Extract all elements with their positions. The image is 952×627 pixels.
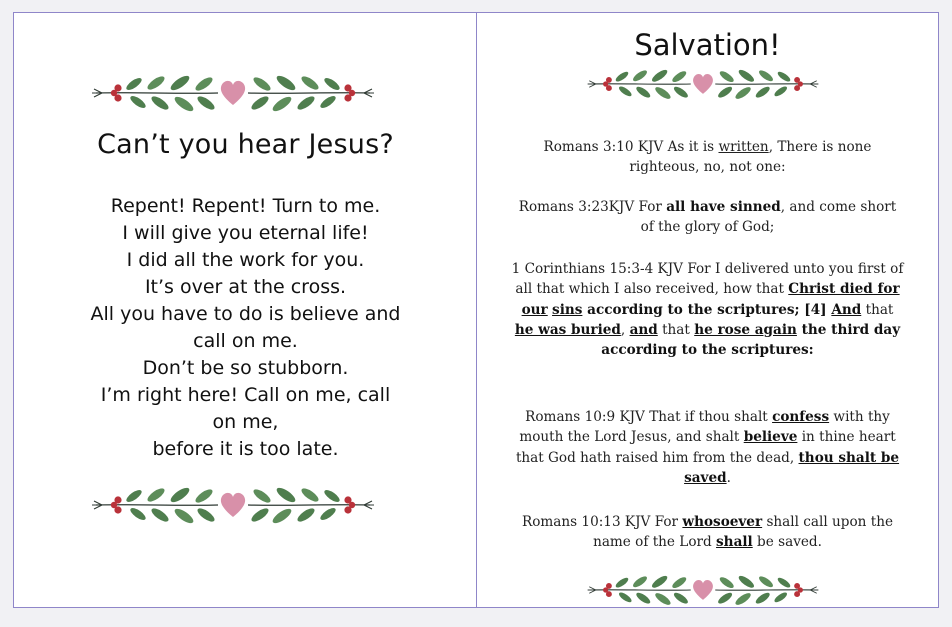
- left-title: Can’t you hear Jesus?: [97, 129, 394, 160]
- underlined-word: and: [629, 321, 658, 338]
- poem-line: Repent! Repent! Turn to me.: [110, 195, 381, 217]
- poem-line: before it is too late.: [152, 438, 339, 460]
- verse-reference: Romans 10:13 KJV: [521, 514, 651, 530]
- verse-reference: Romans 10:9 KJV: [525, 409, 645, 425]
- underlined-phrase: thou shalt be saved: [684, 449, 900, 486]
- poem-line: I did all the work for you.: [126, 249, 365, 271]
- underlined-word: our: [521, 301, 548, 318]
- poem-line: call on me.: [193, 330, 298, 352]
- underlined-word: shall: [716, 534, 753, 551]
- verse-romans-10-9: Romans 10:9 KJV That if thou shalt confess with thy mouth the Lord Jesus, and shalt believe in thine heart that God hath raised him from the dead, thou shalt be saved.: [515, 409, 900, 486]
- verse-romans-10-13: Romans 10:13 KJV For whosoever shall call upon the name of the Lord shall be saved.: [521, 514, 894, 551]
- verse-1-corinthians-15-3-4: 1 Corinthians 15:3-4 KJV For I delivered unto you first of all that which I also received, how that Christ died for our sins according to the scriptures; [4] And that he was buried, and that he rose again the third day according to the scriptures:: [511, 261, 904, 359]
- verse-reference: Romans 3:10 KJV: [543, 139, 664, 155]
- poem: [62, 193, 429, 463]
- poem-line: I will give you eternal life!: [122, 222, 369, 244]
- poem-line: I’m right here! Call on me, call: [100, 384, 391, 406]
- underlined-phrase: he was buried: [514, 321, 621, 338]
- underlined-word: And: [831, 301, 862, 318]
- floral-garland-top-left: [90, 71, 376, 115]
- floral-garland-top-right: [586, 66, 820, 102]
- bold-phrase: all have sinned: [666, 199, 781, 215]
- verse-romans-3-10: Romans 3:10 KJV As it is written, There is none righteous, no, not one:: [543, 139, 872, 176]
- underlined-word: confess: [772, 409, 830, 425]
- poem-line: on me,: [212, 411, 279, 433]
- verse-romans-3-23: Romans 3:23KJV For all have sinned, and come short of the glory of God;: [518, 199, 897, 236]
- left-card: [13, 12, 478, 608]
- underlined-phrase: Christ died for: [788, 281, 900, 298]
- floral-garland-bottom-left: [90, 483, 376, 527]
- underlined-word: whosoever: [682, 514, 763, 530]
- poem-line: Don’t be so stubborn.: [142, 357, 349, 379]
- right-card: [476, 12, 939, 608]
- right-title: Salvation!: [634, 28, 781, 62]
- underlined-word: believe: [743, 429, 798, 446]
- underlined-word: written: [718, 139, 769, 155]
- poem-line: It’s over at the cross.: [144, 276, 347, 298]
- poem-line: All you have to do is believe and: [90, 303, 401, 325]
- verse-reference: Romans 3:23KJV: [518, 199, 635, 215]
- underlined-word: sins: [552, 301, 583, 318]
- verse-reference: 1 Corinthians 15:3-4 KJV: [511, 261, 683, 277]
- underlined-phrase: he rose again: [694, 321, 797, 338]
- floral-garland-bottom-right: [586, 572, 820, 608]
